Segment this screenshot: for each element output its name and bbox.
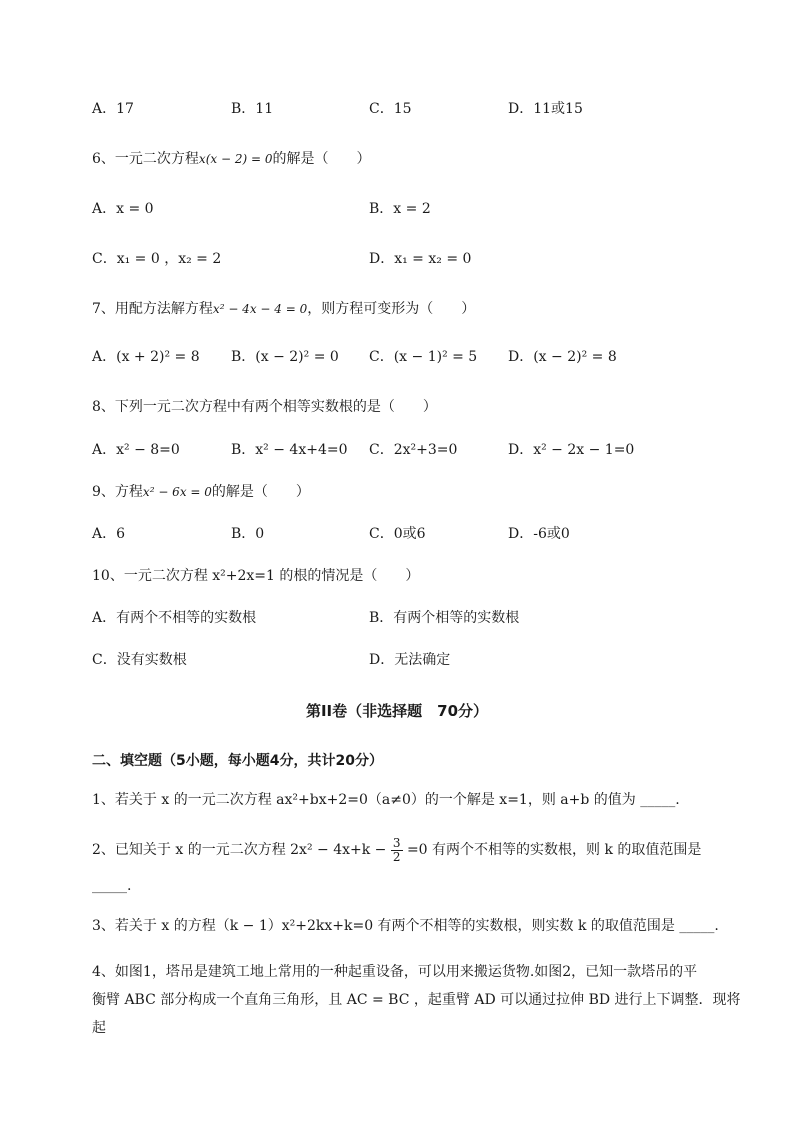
q6-suffix: 的解是（ ） (272, 151, 371, 167)
fill-question-1: 1、若关于 x 的一元二次方程 ax²+bx+2=0（a≠0）的一个解是 x=1，则 a+b 的值为 _____. (92, 792, 680, 808)
q9-suffix: 的解是（ ） (211, 484, 310, 500)
fill-question-4-line1: 4、如图1，塔吊是建筑工地上常用的一种起重设备，可以用来搬运货物.如图2，已知一款塔吊的平 (92, 964, 698, 980)
q8-stem: 8、下列一元二次方程中有两个相等实数根的是（ ） (92, 399, 437, 415)
q8-option-c: C．2x²+3=0 (369, 442, 458, 458)
q8-option-b: B．x² − 4x+4=0 (231, 442, 348, 458)
fraction-numerator: 3 (392, 835, 401, 850)
q9-prefix: 9、方程 (92, 484, 143, 500)
q6-option-b: B．x = 2 (369, 201, 431, 217)
q6-equation: x(x − 2) = 0 (198, 152, 273, 166)
q5-option-a: A．17 (92, 101, 134, 117)
q8-option-a: A．x² − 8=0 (92, 442, 180, 458)
q9-option-b: B．0 (231, 526, 265, 542)
q10-option-d: D．无法确定 (369, 652, 451, 668)
q9-option-a: A．6 (92, 526, 126, 542)
q7-option-a: A．(x + 2)² = 8 (92, 349, 200, 365)
fill-question-3: 3、若关于 x 的方程（k − 1）x²+2kx+k=0 有两个不相等的实数根，则实数 k 的取值范围是 _____. (92, 918, 719, 934)
q10-option-b: B．有两个相等的实数根 (369, 610, 520, 626)
q9-option-d: D．-6或0 (508, 526, 570, 542)
fraction-denominator: 2 (392, 849, 401, 864)
q10-stem: 10、一元二次方程 x²+2x=1 的根的情况是（ ） (92, 568, 420, 584)
q5-option-c: C．15 (369, 101, 412, 117)
q6-stem (92, 149, 370, 169)
fraction (391, 837, 403, 864)
q7-prefix: 7、用配方法解方程 (92, 301, 213, 317)
section-title: 第II卷（非选择题 70分） (305, 702, 489, 720)
q7-equation: x² − 4x − 4 = 0 (212, 302, 308, 316)
fill-question-2-after: =0 有两个不相等的实数根，则 k 的取值范围是 (406, 842, 702, 858)
q9-equation: x² − 6x = 0 (142, 485, 212, 499)
q7-suffix: ，则方程可变形为（ ） (307, 301, 476, 317)
q7-option-d: D．(x − 2)² = 8 (508, 349, 617, 365)
q6-option-a: A．x = 0 (92, 201, 154, 217)
q10-option-a: A．有两个不相等的实数根 (92, 610, 257, 626)
q10-option-c: C．没有实数根 (92, 652, 187, 668)
section-heading: 二、填空题（5小题，每小题4分，共计20分） (92, 753, 383, 769)
fill-question-2 (92, 836, 742, 864)
q6-prefix: 6、一元二次方程 (92, 151, 199, 167)
q9-stem (92, 482, 310, 502)
q5-option-d: D．11或15 (508, 101, 583, 117)
q7-stem (92, 299, 475, 319)
fill-question-2-blank: _____. (92, 878, 132, 894)
q9-option-c: C．0或6 (369, 526, 426, 542)
q7-option-c: C．(x − 1)² = 5 (369, 349, 478, 365)
q5-option-b: B．11 (231, 101, 274, 117)
q6-option-c: C．x₁ = 0 ，x₂ = 2 (92, 251, 222, 267)
fill-question-2-before: 2、已知关于 x 的一元二次方程 2x² − 4x+k − (92, 842, 387, 858)
q8-option-d: D．x² − 2x − 1=0 (508, 442, 635, 458)
fill-question-4-line2: 衡臂 ABC 部分构成一个直角三角形，且 AC = BC ，起重臂 AD 可以通过拉伸 BD 进行上下调整．现将起 (92, 992, 741, 1036)
q6-option-d: D．x₁ = x₂ = 0 (369, 251, 472, 267)
q7-option-b: B．(x − 2)² = 0 (231, 349, 339, 365)
